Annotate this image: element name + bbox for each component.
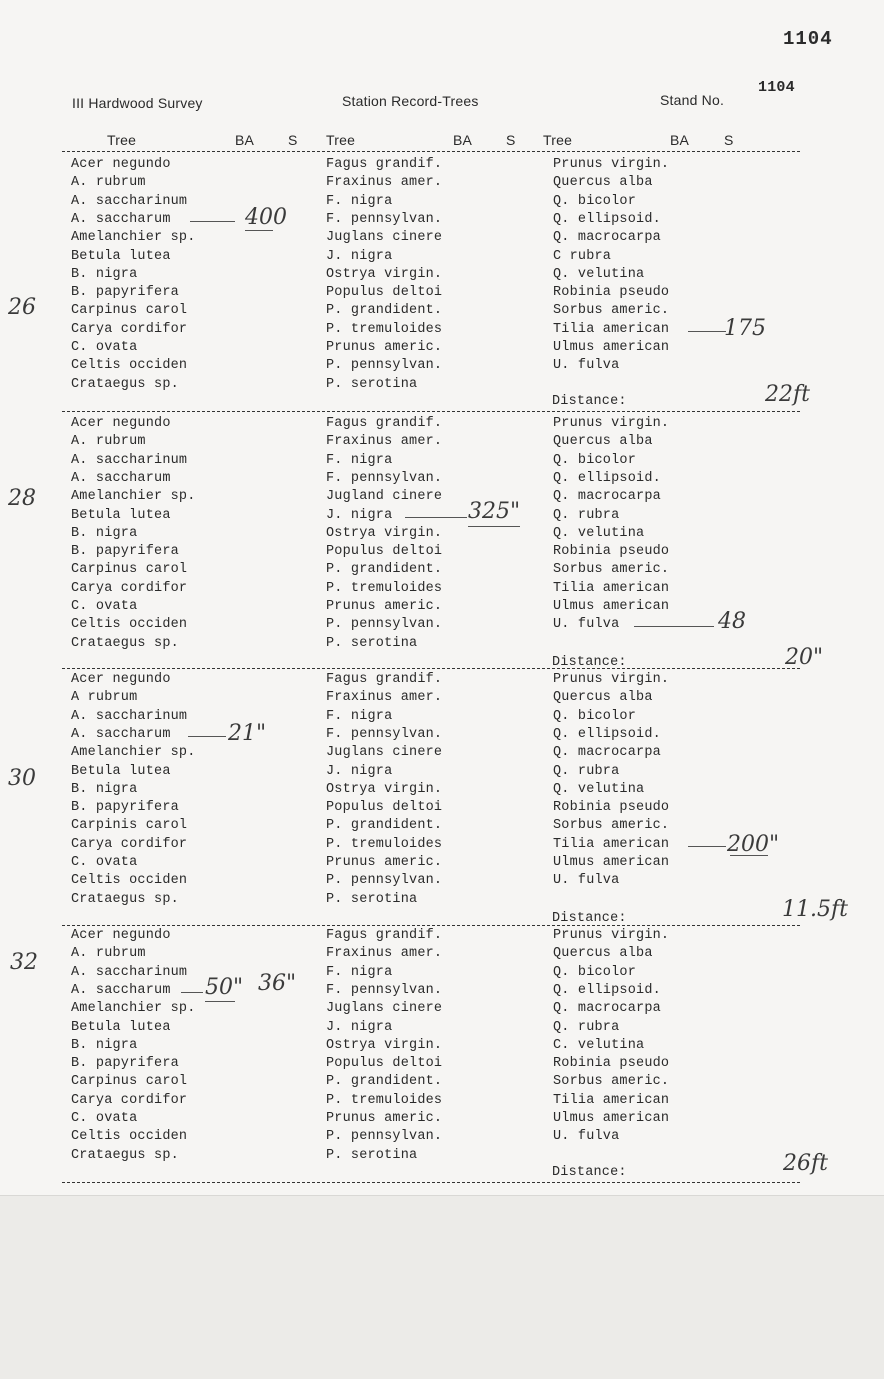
species-entry: Q. ellipsoid. — [553, 211, 661, 227]
pointer-stroke — [190, 221, 235, 222]
species-entry: P. tremuloides — [326, 1092, 443, 1108]
col-head-ba-1: BA — [235, 132, 255, 148]
species-entry: A. rubrum — [71, 434, 146, 450]
species-entry: B. nigra — [71, 525, 138, 541]
species-entry: Sorbus americ. — [553, 1074, 670, 1090]
species-entry: P. serotina — [326, 891, 418, 907]
species-entry: Prunus virgin. — [553, 672, 670, 687]
species-entry: Q. velutina — [553, 266, 645, 282]
species-entry: A. saccharum — [71, 982, 171, 998]
col-head-ba-2: BA — [453, 132, 473, 148]
distance-value: 11.5ft — [782, 897, 848, 922]
species-entry: P. grandident. — [326, 818, 443, 834]
species-entry: Ostrya virgin. — [326, 525, 443, 541]
species-entry: Quercus alba — [553, 175, 653, 191]
species-entry: Carya cordifor — [71, 580, 188, 596]
station-number: 28 — [8, 486, 36, 511]
species-entry: Q. bicolor — [553, 708, 637, 724]
distance-label: Distance: — [552, 655, 627, 670]
species-entry: Tilia american — [553, 580, 670, 596]
species-entry: Sorbus americ. — [553, 818, 670, 834]
species-entry: Juglans cinere — [326, 745, 443, 761]
underline-stroke — [730, 855, 768, 856]
species-entry: P. serotina — [326, 1147, 418, 1163]
species-entry: Prunus virgin. — [553, 416, 670, 431]
species-entry: Carpinus carol — [71, 303, 188, 319]
species-entry: Carya cordifor — [71, 321, 188, 337]
species-entry: Q. ellipsoid. — [553, 726, 661, 742]
species-entry: Betula lutea — [71, 507, 171, 523]
species-entry: C rubra — [553, 248, 612, 264]
species-entry: Ostrya virgin. — [326, 781, 443, 797]
underline-stroke — [468, 526, 520, 527]
col-head-s-2: S — [506, 132, 516, 148]
species-entry: Amelanchier sp. — [71, 230, 196, 246]
species-entry: J. nigra — [326, 248, 393, 264]
species-entry: Quercus alba — [553, 946, 653, 962]
species-entry: F. pennsylvan. — [326, 470, 443, 486]
species-entry: Fagus grandif. — [326, 672, 443, 687]
species-entry: Q. ellipsoid. — [553, 982, 661, 998]
species-entry: Betula lutea — [71, 763, 171, 779]
species-entry: Robinia pseudo — [553, 544, 670, 560]
species-entry: C. ovata — [71, 855, 138, 870]
col-head-tree-2: Tree — [326, 132, 356, 148]
station-number: 32 — [10, 950, 38, 975]
species-entry: Amelanchier sp. — [71, 745, 196, 761]
species-entry: F. nigra — [326, 964, 393, 980]
species-entry: Populus deltoi — [326, 800, 443, 816]
species-entry: Q. ellipsoid. — [553, 470, 661, 486]
species-entry: Q. velutina — [553, 781, 645, 797]
species-entry: Carpinis carol — [71, 818, 188, 834]
species-entry: Fagus grandif. — [326, 157, 443, 172]
species-entry: Q. macrocarpa — [553, 230, 661, 246]
species-entry: Q. bicolor — [553, 964, 637, 980]
species-entry: Tilia american — [553, 836, 670, 852]
species-entry: Prunus virgin. — [553, 157, 670, 172]
species-entry: Populus deltoi — [326, 544, 443, 560]
species-entry: P. grandident. — [326, 562, 443, 578]
species-entry: Ostrya virgin. — [326, 266, 443, 282]
species-entry: Quercus alba — [553, 690, 653, 706]
species-entry: Fraxinus amer. — [326, 175, 443, 191]
col-head-s-1: S — [288, 132, 298, 148]
pointer-stroke — [181, 992, 203, 993]
species-entry: Q. rubra — [553, 1019, 620, 1035]
species-entry: A. saccharinum — [71, 193, 188, 209]
species-entry: Celtis occiden — [71, 1129, 188, 1145]
species-entry: P. pennsylvan. — [326, 358, 443, 374]
species-entry: Ulmus american — [553, 855, 670, 870]
section-separator — [62, 1182, 800, 1183]
species-entry: U. fulva — [553, 617, 620, 633]
species-entry: Fagus grandif. — [326, 928, 443, 943]
pointer-stroke — [188, 736, 226, 737]
species-entry: B. nigra — [71, 781, 138, 797]
species-entry: Juglans cinere — [326, 230, 443, 246]
species-entry: Q. macrocarpa — [553, 745, 661, 761]
species-entry: Sorbus americ. — [553, 303, 670, 319]
stamped-number: 1104 — [783, 28, 833, 50]
species-entry: Robinia pseudo — [553, 1056, 670, 1072]
species-entry: Betula lutea — [71, 1019, 171, 1035]
species-entry: P. pennsylvan. — [326, 873, 443, 889]
species-entry: Q. rubra — [553, 507, 620, 523]
species-entry: Carya cordifor — [71, 1092, 188, 1108]
section-separator — [62, 925, 800, 926]
species-entry: Crataegus sp. — [71, 1147, 179, 1163]
species-entry: Betula lutea — [71, 248, 171, 264]
species-entry: P. serotina — [326, 635, 418, 651]
species-entry: Tilia american — [553, 1092, 670, 1108]
species-entry: B. nigra — [71, 266, 138, 282]
species-entry: Crataegus sp. — [71, 891, 179, 907]
underline-stroke — [205, 1001, 235, 1002]
species-entry: Ulmus american — [553, 340, 670, 355]
species-entry: Fraxinus amer. — [326, 434, 443, 450]
distance-label: Distance: — [552, 394, 627, 409]
species-entry: A. rubrum — [71, 175, 146, 191]
species-entry: P. grandident. — [326, 1074, 443, 1090]
species-entry: Populus deltoi — [326, 285, 443, 301]
handwritten-note: 50" — [205, 974, 244, 1000]
species-entry: Carpinus carol — [71, 562, 188, 578]
species-entry: Amelanchier sp. — [71, 1001, 196, 1017]
species-entry: A. saccharum — [71, 470, 171, 486]
species-entry: Quercus alba — [553, 434, 653, 450]
species-entry: P. tremuloides — [326, 836, 443, 852]
col-head-ba-3: BA — [670, 132, 690, 148]
species-entry: C. ovata — [71, 340, 138, 355]
species-entry: A. saccharinum — [71, 452, 188, 468]
species-entry: F. pennsylvan. — [326, 982, 443, 998]
col-head-tree-1: Tree — [107, 132, 137, 148]
record-title: Station Record-Trees — [342, 93, 479, 109]
underline-stroke — [245, 230, 273, 231]
col-head-tree-3: Tree — [543, 132, 573, 148]
species-entry: J. nigra — [326, 507, 393, 523]
species-entry: J. nigra — [326, 763, 393, 779]
species-entry: Fagus grandif. — [326, 416, 443, 431]
distance-value: 26ft — [783, 1151, 828, 1176]
survey-title: III Hardwood Survey — [72, 95, 203, 111]
species-entry: U. fulva — [553, 358, 620, 374]
section-separator — [62, 668, 800, 669]
station-number: 30 — [8, 766, 36, 791]
species-entry: Amelanchier sp. — [71, 489, 196, 505]
stand-label: Stand No. — [660, 92, 725, 108]
species-entry: B. papyrifera — [71, 544, 179, 560]
col-head-s-3: S — [724, 132, 734, 148]
species-entry: A. saccharum — [71, 726, 171, 742]
species-entry: P. grandident. — [326, 303, 443, 319]
species-entry: P. tremuloides — [326, 580, 443, 596]
header-separator — [62, 151, 800, 152]
species-entry: C. velutina — [553, 1037, 645, 1053]
species-entry: A. rubrum — [71, 946, 146, 962]
species-entry: Jugland cinere — [326, 489, 443, 505]
species-entry: Celtis occiden — [71, 873, 188, 889]
species-entry: Carya cordifor — [71, 836, 188, 852]
species-entry: Carpinus carol — [71, 1074, 188, 1090]
species-entry: F. pennsylvan. — [326, 726, 443, 742]
lower-margin — [0, 1196, 884, 1379]
species-entry: Q. macrocarpa — [553, 489, 661, 505]
species-entry: Q. macrocarpa — [553, 1001, 661, 1017]
pointer-stroke — [405, 517, 467, 518]
species-entry: Prunus americ. — [326, 340, 443, 355]
species-entry: F. pennsylvan. — [326, 211, 443, 227]
distance-label: Distance: — [552, 1165, 627, 1180]
species-entry: Prunus americ. — [326, 1111, 443, 1126]
species-entry: B. papyrifera — [71, 1056, 179, 1072]
species-entry: Juglans cinere — [326, 1001, 443, 1017]
species-entry: Prunus americ. — [326, 599, 443, 614]
handwritten-note: 36" — [258, 970, 297, 996]
stand-number: 1104 — [758, 79, 795, 96]
species-entry: Prunus americ. — [326, 855, 443, 870]
pointer-stroke — [688, 846, 726, 847]
species-entry: Populus deltoi — [326, 1056, 443, 1072]
species-entry: P. pennsylvan. — [326, 617, 443, 633]
species-entry: Sorbus americ. — [553, 562, 670, 578]
species-entry: J. nigra — [326, 1019, 393, 1035]
handwritten-note: 175 — [724, 315, 766, 341]
species-entry: Celtis occiden — [71, 358, 188, 374]
species-entry: Acer negundo — [71, 157, 171, 172]
species-entry: U. fulva — [553, 873, 620, 889]
species-entry: Tilia american — [553, 321, 670, 337]
section-separator — [62, 411, 800, 412]
station-number: 26 — [8, 295, 36, 320]
species-entry: Q. velutina — [553, 525, 645, 541]
species-entry: F. nigra — [326, 452, 393, 468]
species-entry: Ulmus american — [553, 599, 670, 614]
species-entry: P. serotina — [326, 376, 418, 392]
distance-label: Distance: — [552, 911, 627, 926]
handwritten-note: 21" — [228, 720, 267, 746]
species-entry: Ulmus american — [553, 1111, 670, 1126]
species-entry: C. ovata — [71, 599, 138, 614]
species-entry: Fraxinus amer. — [326, 946, 443, 962]
species-entry: Prunus virgin. — [553, 928, 670, 943]
species-entry: Ostrya virgin. — [326, 1037, 443, 1053]
species-entry: A rubrum — [71, 690, 138, 706]
species-entry: Crataegus sp. — [71, 376, 179, 392]
handwritten-note: 400 — [245, 204, 287, 230]
species-entry: Acer negundo — [71, 672, 171, 687]
species-entry: Acer negundo — [71, 416, 171, 431]
species-entry: Acer negundo — [71, 928, 171, 943]
species-entry: Q. bicolor — [553, 193, 637, 209]
species-entry: A. saccharinum — [71, 964, 188, 980]
species-entry: A. saccharinum — [71, 708, 188, 724]
pointer-stroke — [634, 626, 714, 627]
species-entry: P. tremuloides — [326, 321, 443, 337]
species-entry: B. papyrifera — [71, 800, 179, 816]
species-entry: Fraxinus amer. — [326, 690, 443, 706]
species-entry: C. ovata — [71, 1111, 138, 1126]
species-entry: P. pennsylvan. — [326, 1129, 443, 1145]
species-entry: Q. bicolor — [553, 452, 637, 468]
species-entry: F. nigra — [326, 708, 393, 724]
species-entry: Robinia pseudo — [553, 800, 670, 816]
species-entry: U. fulva — [553, 1129, 620, 1145]
species-entry: B. nigra — [71, 1037, 138, 1053]
species-entry: F. nigra — [326, 193, 393, 209]
pointer-stroke — [688, 331, 726, 332]
species-entry: B. papyrifera — [71, 285, 179, 301]
species-entry: Robinia pseudo — [553, 285, 670, 301]
handwritten-note: 200" — [727, 831, 780, 857]
species-entry: Q. rubra — [553, 763, 620, 779]
handwritten-note: 48 — [718, 609, 746, 635]
species-entry: A. saccharum — [71, 211, 171, 227]
handwritten-note: 325" — [468, 498, 521, 524]
species-entry: Celtis occiden — [71, 617, 188, 633]
distance-value: 22ft — [765, 382, 810, 407]
distance-value: 20" — [785, 645, 824, 670]
species-entry: Crataegus sp. — [71, 635, 179, 651]
